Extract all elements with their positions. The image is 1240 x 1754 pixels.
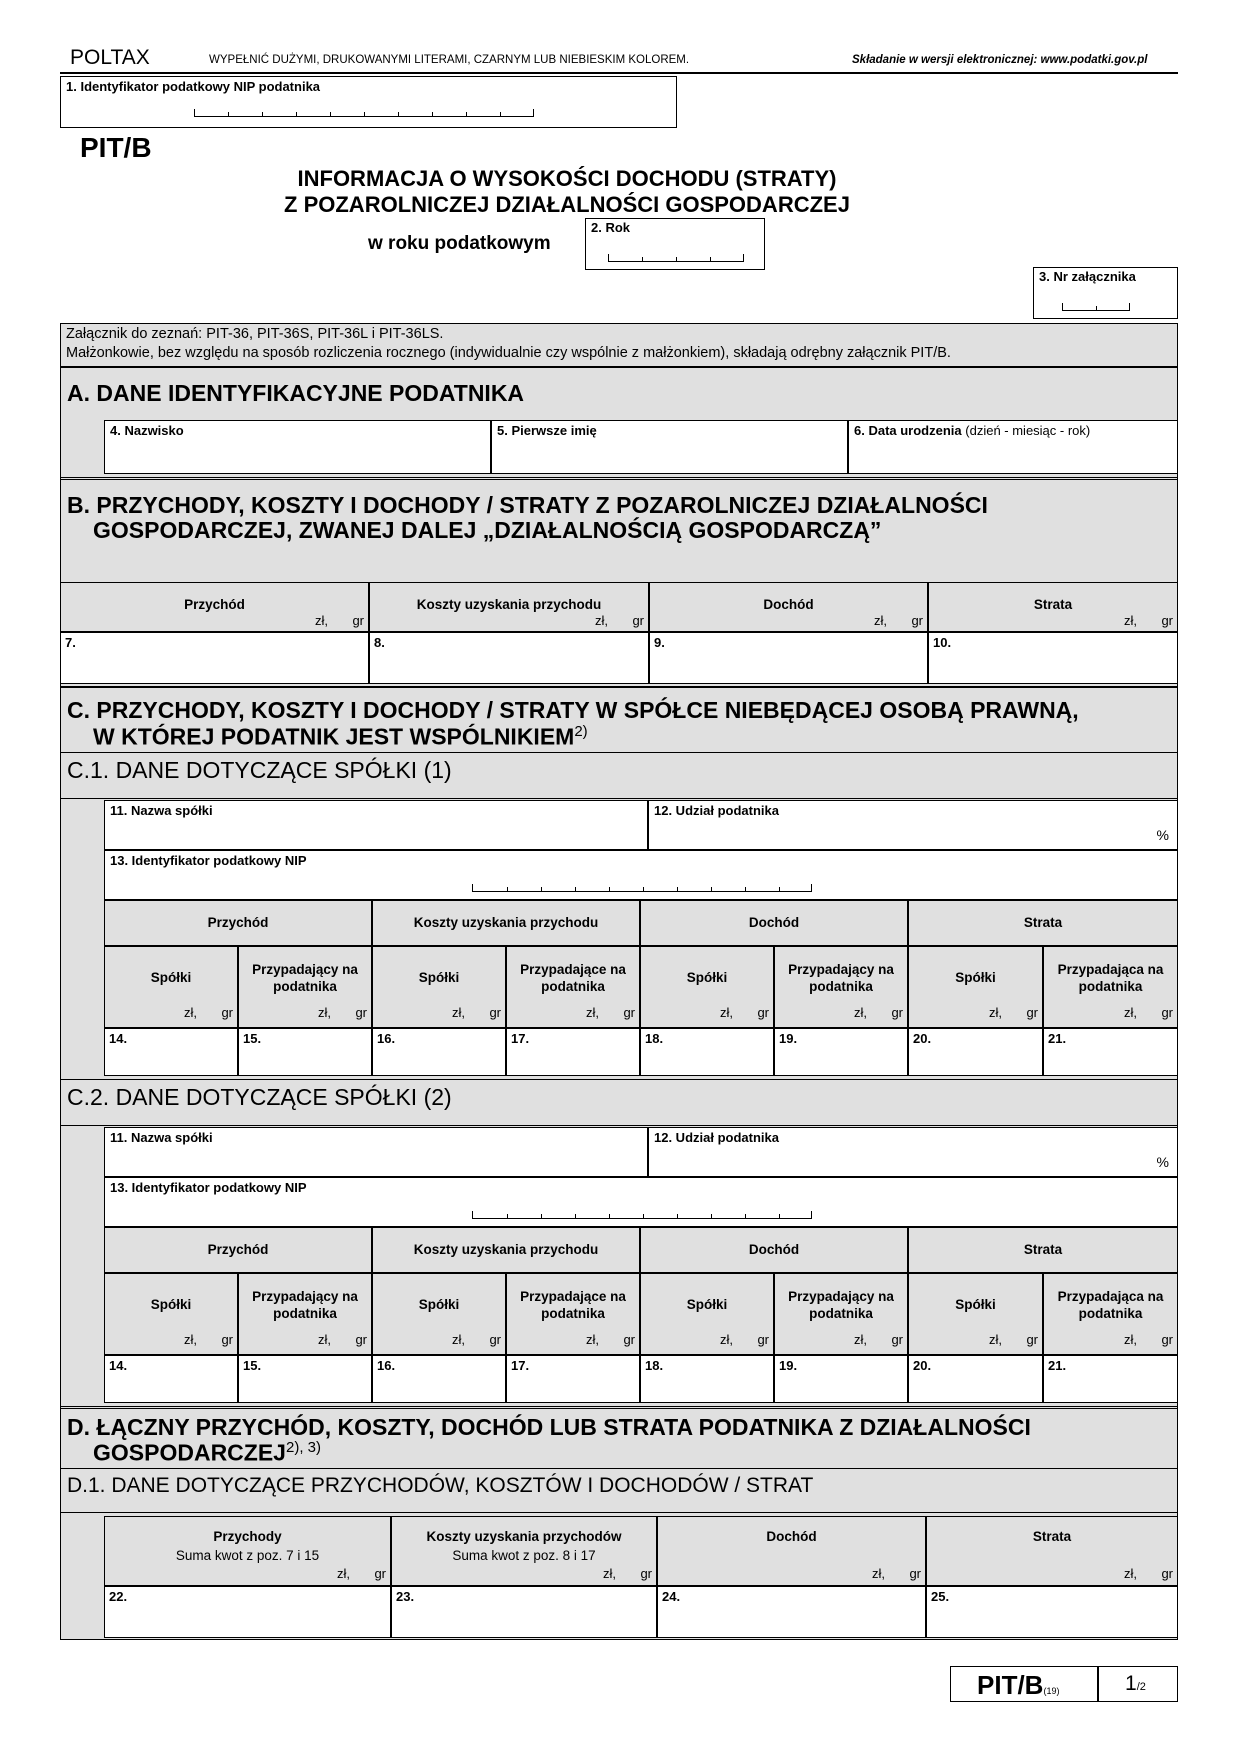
divider [60,798,1178,799]
b-col-zl: zł, [315,613,328,628]
c-group-label: Strata [1023,915,1063,930]
c-sub-label: Przypadające na podatnika [520,962,626,994]
c-group-header-2 [372,900,640,946]
section-a-title: A. DANE IDENTYFIKACYJNE PODATNIKA [67,380,525,406]
c-group-label: Przychód [207,1242,269,1257]
c-sub-gr: gr [221,1005,233,1020]
d-col-zl: zł, [603,1566,616,1581]
c-sub-zl: zł, [586,1332,599,1347]
d-field-23[interactable] [391,1586,657,1638]
c-sub-zl: zł, [318,1332,331,1347]
section-b-title-line2: GOSPODARCZEJ, ZWANEJ DALEJ „DZIAŁALNOŚCIĄ GOSPODARCZĄ” [93,517,882,543]
b-field-number: 7. [65,635,76,650]
c-sub-header-5 [640,946,774,1028]
section-c1-title: C.1. DANE DOTYCZĄCE SPÓŁKI (1) [67,757,452,783]
section-b-title-line1: B. PRZYCHODY, KOSZTY I DOCHODY / STRATY Z POZAROLNICZEJ DZIAŁALNOŚCI [67,492,988,518]
c-field-number: 15. [243,1031,262,1046]
divider [60,1468,1178,1469]
footer-form-code [977,1670,1059,1701]
nip-taxpayer-box[interactable] [60,76,677,128]
d-col-label: Przychody [213,1529,282,1544]
c-sub-gr: gr [355,1005,367,1020]
birth-date-format: (dzień - miesiąc - rok) [965,423,1091,438]
company-nip-label: 13. Identyfikator podatkowy NIP [110,853,307,868]
year-prefix: w roku podatkowym [368,233,551,254]
c-sub-gr: gr [489,1332,501,1347]
c-sub-label: Spółki [955,970,996,985]
b-col-gr: gr [1161,613,1173,628]
c-sub-header-8 [1043,946,1178,1028]
c-group-label: Strata [1023,1242,1063,1257]
company-name-label: 11. Nazwa spółki [110,803,213,818]
c-sub-header-4 [506,946,640,1028]
c-sub-gr: gr [757,1005,769,1020]
electronic-filing: Składanie w wersji elektronicznej: www.podatki.gov.pl [852,54,1148,66]
company-nip-comb [472,884,812,892]
b-field-8[interactable] [369,632,649,684]
c-field-21[interactable] [1043,1355,1178,1403]
b-field-number: 9. [654,635,665,650]
year-comb [608,254,744,262]
note-line1: Załącznik do zeznań: PIT-36, PIT-36S, PIT-36L i PIT-36LS. [66,326,444,342]
footer-version: (19) [1043,1686,1060,1696]
c-sub-label: Przypadająca na podatnika [1057,962,1164,994]
instruction: WYPEŁNIĆ DUŻYMI, DRUKOWANYMI LITERAMI, CZARNYM LUB NIEBIESKIM KOLOREM. [209,54,690,66]
footer-form-code-box [950,1666,1098,1702]
c-field-number: 17. [511,1358,530,1373]
c-field-16[interactable] [372,1355,506,1403]
d-header-1 [104,1516,391,1586]
c-sub-label: Przypadający na podatnika [788,962,894,994]
d-header-2 [391,1516,657,1586]
b-col-gr: gr [632,613,644,628]
c-sub-header-2 [238,946,372,1028]
c-sub-zl: zł, [854,1005,867,1020]
c-sub-zl: zł, [854,1332,867,1347]
section-d-title-line1: D. ŁĄCZNY PRZYCHÓD, KOSZTY, DOCHÓD LUB STRATA PODATNIKA Z DZIAŁALNOŚCI [67,1414,1031,1440]
b-header-2 [369,582,649,632]
d-header-4 [926,1516,1178,1586]
c-sub-zl: zł, [452,1332,465,1347]
c-sub-zl: zł, [1124,1332,1137,1347]
d-field-number: 22. [109,1589,128,1604]
d-field-number: 24. [662,1589,681,1604]
poltax-brand: POLTAX [70,46,150,69]
taxpayer-share-label: 12. Udział podatnika [654,803,779,818]
b-col-gr: gr [352,613,364,628]
b-col-gr: gr [911,613,923,628]
company-nip-field[interactable] [104,1177,1178,1227]
c-sub-label: Przypadający na podatnika [252,1289,358,1321]
section-d-title-line2 [93,1439,321,1467]
divider [60,1406,1178,1409]
d-col-zl: zł, [1124,1566,1137,1581]
taxpayer-share-field[interactable] [648,800,1178,850]
c-sub-zl: zł, [586,1005,599,1020]
c-sub-gr: gr [623,1332,635,1347]
divider [60,1079,1178,1080]
c-field-number: 16. [377,1031,396,1046]
c-field-15[interactable] [238,1028,372,1076]
birth-date-label [854,423,1090,438]
c-field-14[interactable] [104,1355,238,1403]
d-field-number: 23. [396,1589,415,1604]
percent-sign: % [1156,827,1169,843]
b-field-number: 10. [933,635,952,650]
section-c2-title: C.2. DANE DOTYCZĄCE SPÓŁKI (2) [67,1084,452,1110]
b-header-1 [60,582,369,632]
c-sub-header-6 [774,1273,908,1355]
c-group-header-4 [908,1227,1178,1273]
d-col-label: Strata [1032,1529,1072,1544]
company-nip-comb [472,1211,812,1219]
b-col-label: Koszty uzyskania przychodu [416,597,602,612]
section-c-title-line1: C. PRZYCHODY, KOSZTY I DOCHODY / STRATY W SPÓŁCE NIEBĘDĄCEJ OSOBĄ PRAWNĄ, [67,697,1079,723]
c-sub-gr: gr [221,1332,233,1347]
d-col-note: Suma kwot z poz. 8 i 17 [452,1548,596,1563]
first-name-label: 5. Pierwsze imię [497,423,597,438]
d-col-zl: zł, [337,1566,350,1581]
birth-date-label-text: 6. Data urodzenia [854,423,962,438]
d-col-zl: zł, [872,1566,885,1581]
section-d-footnote: 2), 3) [285,1439,321,1456]
b-field-number: 8. [374,635,385,650]
d-col-gr: gr [1161,1566,1173,1581]
d-field-25[interactable] [926,1586,1178,1638]
section-c-title-text: W KTÓREJ PODATNIK JEST WSPÓLNIKIEM [93,723,575,750]
b-header-3 [649,582,928,632]
c-field-number: 20. [913,1031,932,1046]
b-col-label: Dochód [763,597,814,612]
c-sub-label: Przypadający na podatnika [788,1289,894,1321]
footer-page [1125,1672,1146,1696]
c-sub-header-5 [640,1273,774,1355]
b-header-4 [928,582,1178,632]
c-field-20[interactable] [908,1355,1043,1403]
c-group-header-2 [372,1227,640,1273]
c-sub-label: Spółki [418,1297,460,1312]
c-field-16[interactable] [372,1028,506,1076]
c-sub-gr: gr [1026,1332,1038,1347]
c-field-number: 17. [511,1031,530,1046]
c-field-number: 15. [243,1358,262,1373]
c-sub-gr: gr [623,1005,635,1020]
c-group-label: Dochód [748,915,800,930]
c-sub-header-1 [104,1273,238,1355]
section-c-title-line2 [93,723,588,751]
c-sub-label: Spółki [418,970,460,985]
c-sub-header-7 [908,1273,1043,1355]
attachment-label: 3. Nr załącznika [1039,269,1136,284]
c-group-header-3 [640,900,908,946]
year-box[interactable] [585,218,765,270]
c-group-label: Dochód [748,1242,800,1257]
c-field-number: 21. [1048,1031,1067,1046]
d-field-24[interactable] [657,1586,926,1638]
c-sub-gr: gr [757,1332,769,1347]
birth-date-field[interactable] [848,420,1178,474]
c-field-14[interactable] [104,1028,238,1076]
c-sub-label: Spółki [955,1297,996,1312]
divider [60,686,1178,688]
company-name-field[interactable] [104,1127,648,1177]
c-group-label: Koszty uzyskania przychodu [413,915,599,930]
c-sub-zl: zł, [184,1005,197,1020]
percent-sign: % [1156,1154,1169,1170]
c-sub-header-6 [774,946,908,1028]
b-field-7[interactable] [60,632,369,684]
c-field-19[interactable] [774,1355,908,1403]
c-field-15[interactable] [238,1355,372,1403]
c-sub-header-4 [506,1273,640,1355]
c-group-label: Przychód [207,915,269,930]
note-line2: Małżonkowie, bez względu na sposób rozliczenia rocznego (indywidualnie czy wspólnie z małżonkiem), składają odrębny załącznik PIT/B. [66,345,951,361]
c-sub-zl: zł, [989,1332,1002,1347]
nip-label: 1. Identyfikator podatkowy NIP podatnika [66,79,321,94]
divider [60,477,1178,480]
c-sub-zl: zł, [1124,1005,1137,1020]
c-field-number: 18. [645,1358,664,1373]
c-sub-gr: gr [1161,1005,1173,1020]
form-code: PIT/B [80,132,152,163]
c-sub-header-1 [104,946,238,1028]
c-field-number: 18. [645,1031,664,1046]
divider [60,1125,1178,1126]
b-col-zl: zł, [1124,613,1137,628]
c-group-header-1 [104,1227,372,1273]
c-field-number: 19. [779,1358,798,1373]
c-field-18[interactable] [640,1355,774,1403]
c-sub-label: Spółki [686,1297,728,1312]
c-field-19[interactable] [774,1028,908,1076]
c-field-number: 14. [109,1358,128,1373]
c-field-number: 14. [109,1031,128,1046]
c-sub-label: Przypadające na podatnika [520,1289,626,1321]
c-sub-zl: zł, [184,1332,197,1347]
c-sub-gr: gr [891,1005,903,1020]
c-sub-gr: gr [1026,1005,1038,1020]
company-name-label: 11. Nazwa spółki [110,1130,213,1145]
c-sub-gr: gr [489,1005,501,1020]
c-sub-label: Spółki [150,970,192,985]
d-field-number: 25. [931,1589,950,1604]
section-d-title-text: GOSPODARCZEJ [93,1439,286,1466]
c-sub-label: Spółki [150,1297,192,1312]
d-header-3 [657,1516,926,1586]
d-col-gr: gr [640,1566,652,1581]
divider [60,752,1178,753]
c-sub-header-8 [1043,1273,1178,1355]
c-sub-gr: gr [1161,1332,1173,1347]
divider [60,366,1178,368]
c-field-21[interactable] [1043,1028,1178,1076]
b-col-label: Przychód [184,597,245,612]
header-rule [60,72,1178,74]
c-sub-header-3 [372,946,506,1028]
footer-page-number: 1 [1125,1672,1137,1695]
form-title-line1: INFORMACJA O WYSOKOŚCI DOCHODU (STRATY) [297,166,837,191]
b-field-9[interactable] [649,632,928,684]
company-name-field[interactable] [104,800,648,850]
b-col-zl: zł, [595,613,608,628]
attachment-comb [1062,303,1130,311]
section-d1-title: D.1. DANE DOTYCZĄCE PRZYCHODÓW, KOSZTÓW I DOCHODÓW / STRAT [67,1474,814,1497]
c-field-18[interactable] [640,1028,774,1076]
year-label: 2. Rok [591,220,631,235]
c-sub-zl: zł, [318,1005,331,1020]
c-sub-header-3 [372,1273,506,1355]
c-sub-header-2 [238,1273,372,1355]
c-sub-gr: gr [355,1332,367,1347]
nip-comb [194,109,534,117]
c-sub-label: Przypadająca na podatnika [1057,1289,1164,1321]
b-col-zl: zł, [874,613,887,628]
d-col-gr: gr [374,1566,386,1581]
taxpayer-share-field[interactable] [648,1127,1178,1177]
divider [60,1512,1178,1513]
footer-code-text: PIT/B [977,1670,1044,1700]
c-group-header-1 [104,900,372,946]
c-field-number: 20. [913,1358,932,1373]
d-field-22[interactable] [104,1586,391,1638]
footer-page-box [1098,1666,1178,1702]
footer-page-total: /2 [1136,1681,1146,1693]
d-col-gr: gr [909,1566,921,1581]
c-field-17[interactable] [506,1355,640,1403]
company-nip-label: 13. Identyfikator podatkowy NIP [110,1180,307,1195]
c-sub-header-7 [908,946,1043,1028]
c-group-header-4 [908,900,1178,946]
c-sub-zl: zł, [720,1332,733,1347]
c-group-label: Koszty uzyskania przychodu [413,1242,599,1257]
c-field-17[interactable] [506,1028,640,1076]
company-nip-field[interactable] [104,850,1178,900]
b-field-10[interactable] [928,632,1178,684]
form-title-line2: Z POZAROLNICZEJ DZIAŁALNOŚCI GOSPODARCZEJ [284,192,850,217]
c-field-20[interactable] [908,1028,1043,1076]
c-sub-gr: gr [891,1332,903,1347]
c-sub-zl: zł, [989,1005,1002,1020]
c-sub-label: Przypadający na podatnika [252,962,358,994]
c-sub-zl: zł, [720,1005,733,1020]
surname-label: 4. Nazwisko [110,423,184,438]
first-name-field[interactable] [491,420,848,474]
c-sub-label: Spółki [686,970,728,985]
c-field-number: 19. [779,1031,798,1046]
d-col-label: Koszty uzyskania przychodów [426,1529,622,1544]
attachment-number-box[interactable] [1033,267,1178,319]
d-col-note: Suma kwot z poz. 7 i 15 [175,1548,320,1563]
surname-field[interactable] [104,420,491,474]
c-sub-zl: zł, [452,1005,465,1020]
c-group-header-3 [640,1227,908,1273]
c-field-number: 21. [1048,1358,1067,1373]
b-col-label: Strata [1033,597,1073,612]
c-field-number: 16. [377,1358,396,1373]
section-c-footnote: 2) [574,723,588,740]
taxpayer-share-label: 12. Udział podatnika [654,1130,779,1145]
d-col-label: Dochód [766,1529,817,1544]
